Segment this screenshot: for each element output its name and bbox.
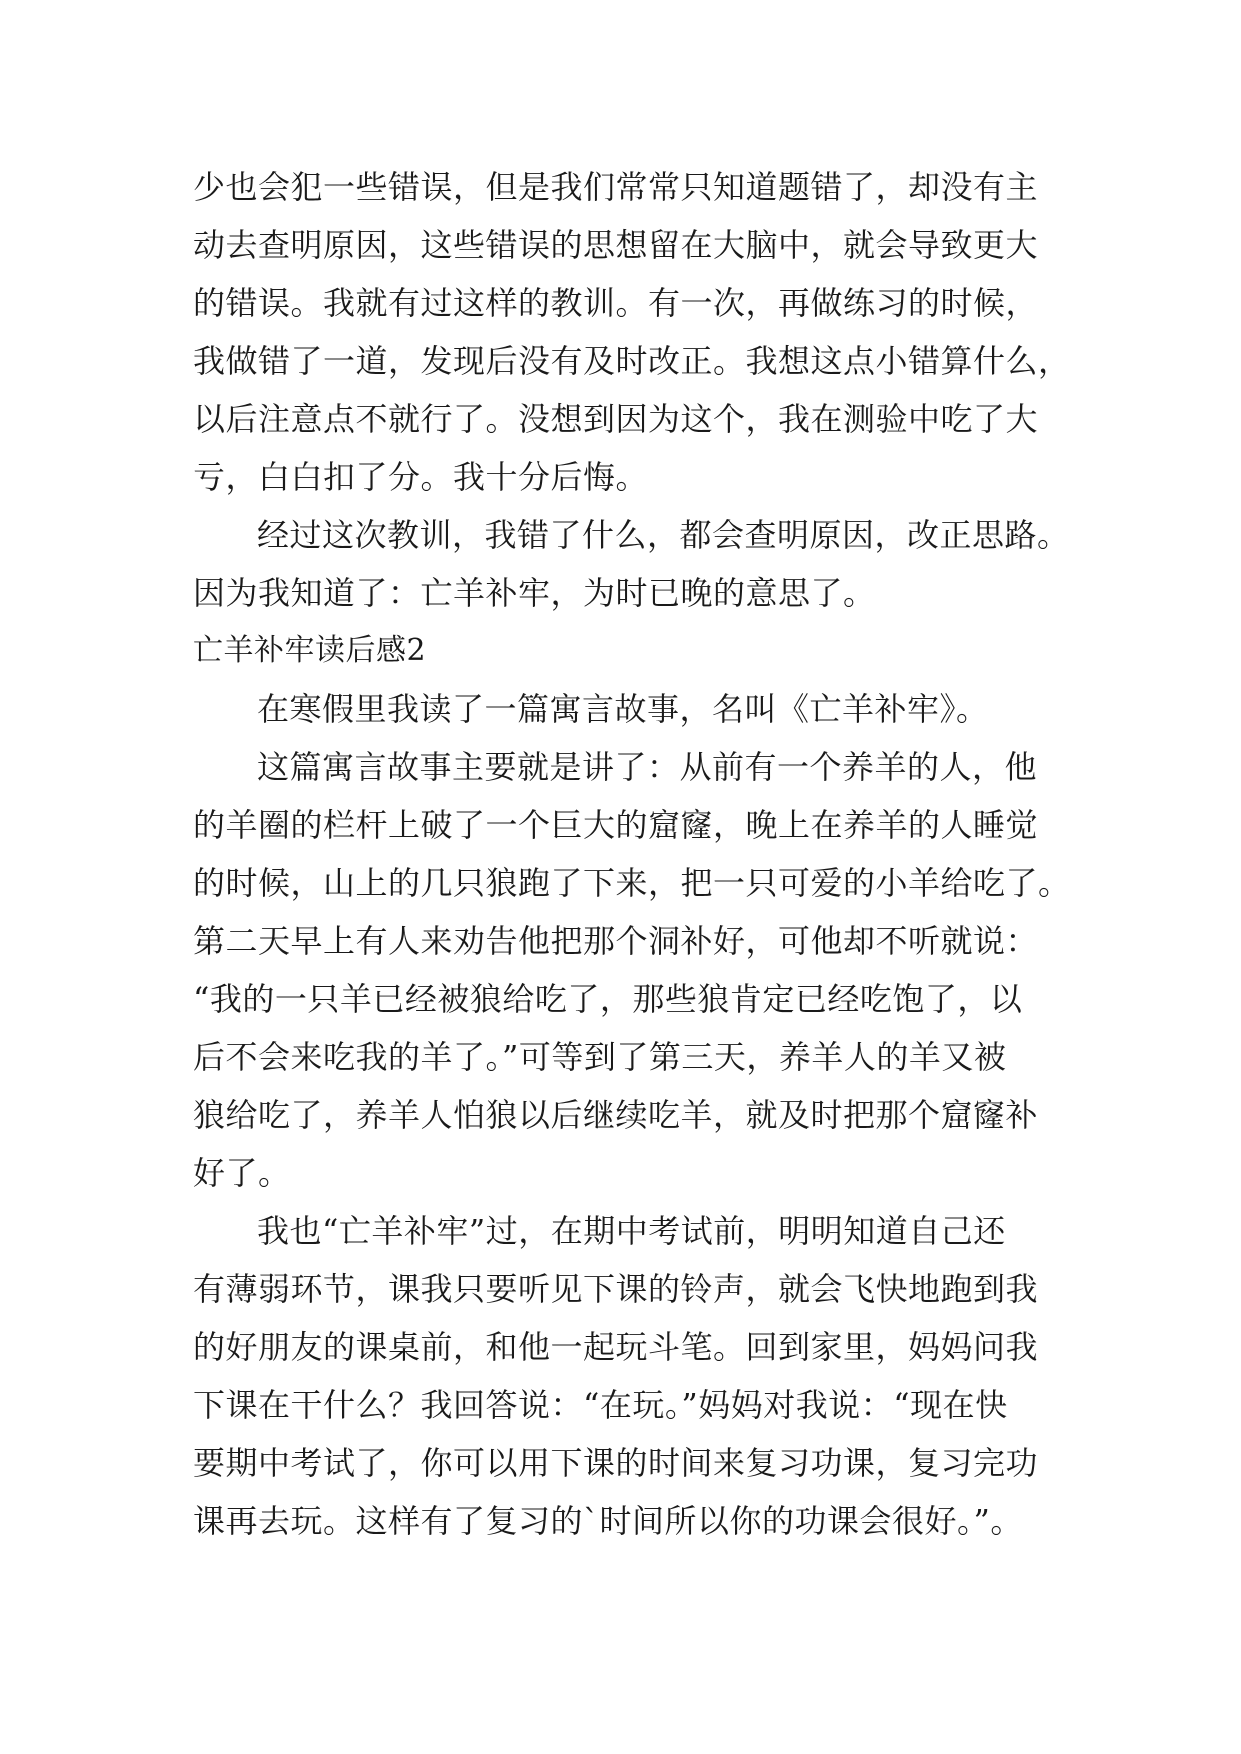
paragraph-line: 少也会犯一些错误，但是我们常常只知道题错了，却没有主 [193, 168, 1039, 206]
paragraph-line: 经过这次教训，我错了什么，都会查明原因，改正思路。 [257, 516, 1070, 554]
paragraph-line: 我也“亡羊补牢”过，在期中考试前，明明知道自己还 [257, 1212, 1006, 1250]
paragraph-line: 在寒假里我读了一篇寓言故事，名叫《亡羊补牢》。 [257, 690, 989, 728]
paragraph-line: 的羊圈的栏杆上破了一个巨大的窟窿，晚上在养羊的人睡觉 [193, 806, 1039, 844]
paragraph-line: 因为我知道了：亡羊补牢，为时已晚的意思了。 [193, 574, 876, 612]
paragraph-line: 有薄弱环节，课我只要听见下课的铃声，就会飞快地跑到我 [193, 1270, 1039, 1308]
paragraph-line: 后不会来吃我的羊了。”可等到了第三天，养羊人的羊又被 [193, 1038, 1007, 1076]
paragraph-line: 要期中考试了，你可以用下课的时间来复习功课，复习完功 [193, 1444, 1039, 1482]
paragraph-line: 我做错了一道，发现后没有及时改正。我想这点小错算什么， [193, 342, 1071, 380]
paragraph-line: 课再去玩。这样有了复习的`时间所以你的功课会很好。”。 [193, 1502, 1023, 1540]
paragraph-line: “我的一只羊已经被狼给吃了，那些狼肯定已经吃饱了，以 [193, 980, 1023, 1018]
paragraph-line: 的错误。我就有过这样的教训。有一次，再做练习的时候， [193, 284, 1039, 322]
paragraph-line: 好了。 [193, 1154, 291, 1192]
paragraph-line: 的好朋友的课桌前，和他一起玩斗笔。回到家里，妈妈问我 [193, 1328, 1039, 1366]
paragraph-line: 亏，白白扣了分。我十分后悔。 [193, 458, 649, 496]
paragraph-line: 这篇寓言故事主要就是讲了：从前有一个养羊的人，他 [257, 748, 1038, 786]
paragraph-line: 的时候，山上的几只狼跑了下来，把一只可爱的小羊给吃了。 [193, 864, 1071, 902]
paragraph-line: 下课在干什么？我回答说：“在玩。”妈妈对我说：“现在快 [193, 1386, 1008, 1424]
paragraph-line: 狼给吃了，养羊人怕狼以后继续吃羊，就及时把那个窟窿补 [193, 1096, 1039, 1134]
paragraph-line: 以后注意点不就行了。没想到因为这个，我在测验中吃了大 [193, 400, 1039, 438]
paragraph-line: 第二天早上有人来劝告他把那个洞补好，可他却不听就说： [193, 922, 1039, 960]
section-heading: 亡羊补牢读后感2 [193, 633, 427, 668]
paragraph-line: 动去查明原因，这些错误的思想留在大脑中，就会导致更大 [193, 226, 1039, 264]
document-page [193, 158, 1073, 1550]
